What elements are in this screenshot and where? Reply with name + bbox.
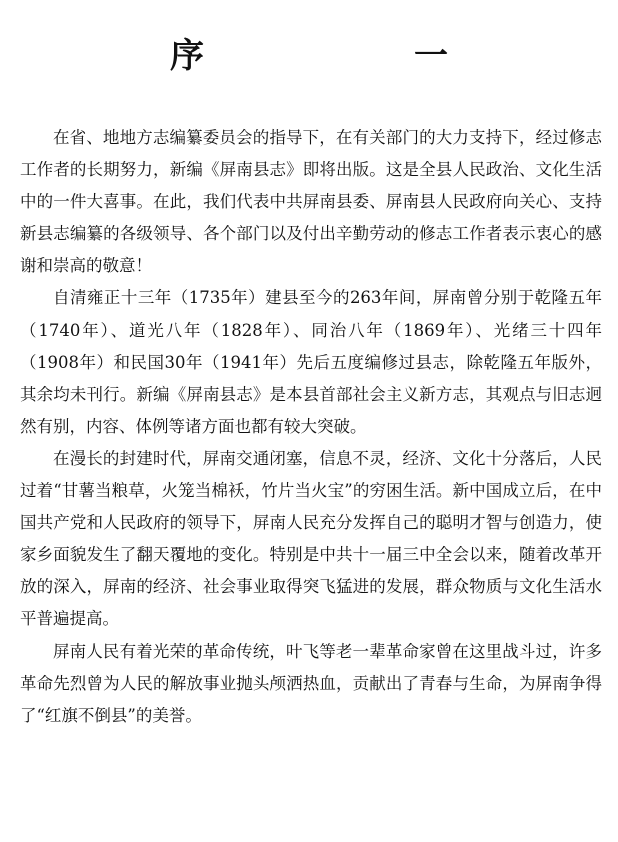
body-text	[20, 122, 602, 732]
paragraph: 在漫长的封建时代，屏南交通闭塞，信息不灵，经济、文化十分落后，人民过着“甘薯当粮草，火笼当棉袄，竹片当火宝”的穷困生活。新中国成立后，在中国共产党和人民政府的领导下，屏南人民充分发挥自己的聪明才智与创造力，使家乡面貌发生了翻天覆地的变化。特别是中共十一届三中全会以来，随着改革开放的深入，屏南的经济、社会事业取得突飞猛进的发展，群众物质与文化生活水平普遍提高。	[20, 448, 602, 629]
paragraph: 自清雍正十三年（1735年）建县至今的263年间，屏南曾分别于乾隆五年（1740年）、道光八年（1828年）、同治八年（1869年）、光绪三十四年（1908年）和民国30年（1941年）先后五度编修过县志，除乾隆五年版外，其余均未刊行。新编《屏南县志》是本县首部社会主义新方志，其观点与旧志迥然有别，内容、体例等诸方面也都有较大突破。	[20, 288, 602, 436]
paragraph: 屏南人民有着光荣的革命传统，叶飞等老一辈革命家曾在这里战斗过，许多革命先烈曾为人民的解放事业抛头颅洒热血，贡献出了青春与生命，为屏南争得了“红旗不倒县”的美誉。	[20, 641, 602, 725]
paragraph: 在省、地地方志编纂委员会的指导下，在有关部门的大力支持下，经过修志工作者的长期努力，新编《屏南县志》即将出版。这是全县人民政治、文化生活中的一件大喜事。在此，我们代表中共屏南县委、屏南县人民政府向关心、支持新县志编纂的各级领导、各个部门以及付出辛勤劳动的修志工作者表示衷心的感谢和崇高的敬意！	[20, 128, 602, 276]
page-title: 序 一	[170, 35, 536, 76]
